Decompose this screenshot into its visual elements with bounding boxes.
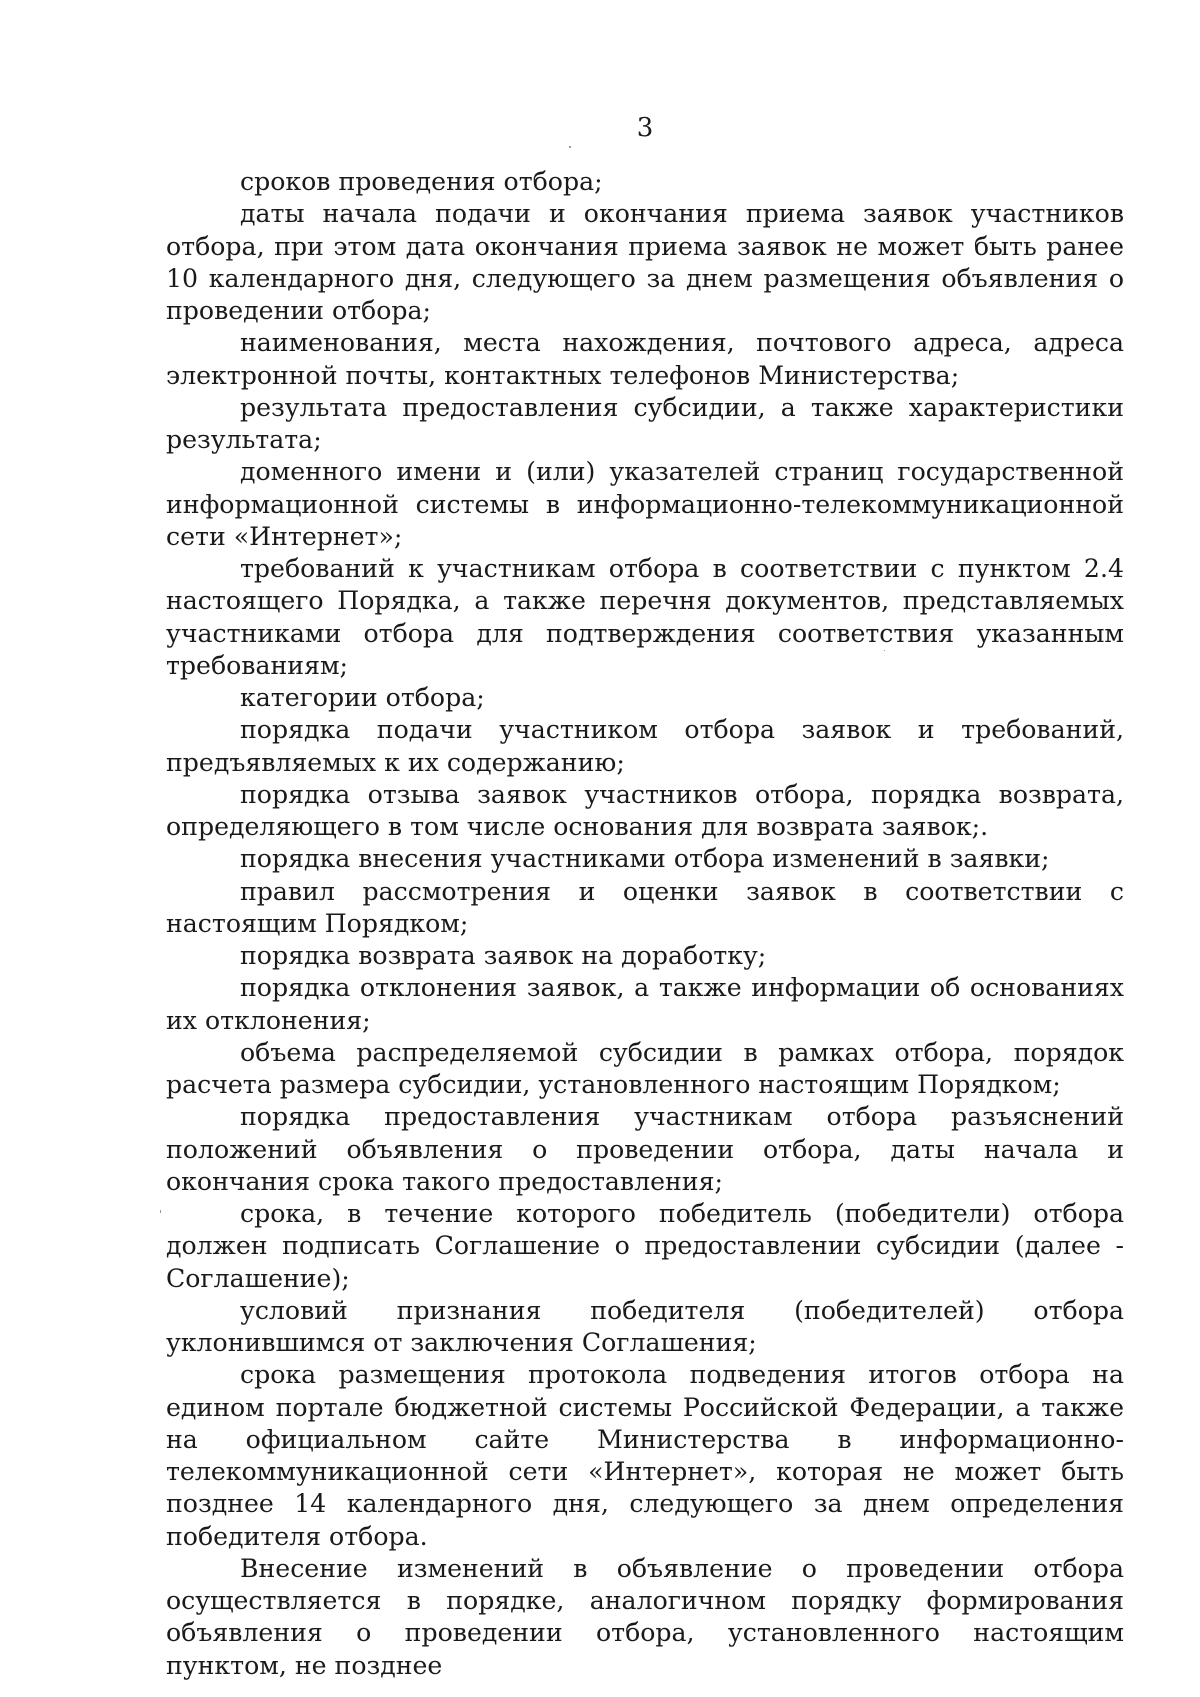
paragraph: порядка возврата заявок на доработку; [240, 941, 767, 970]
paragraph: порядка подачи участником отбора заявок и требований, предъявляемых к их содержанию; [166, 715, 1124, 777]
paragraph: даты начала подачи и окончания приема заявок участников отбора, при этом дата окончания приема заявок не может быть ранее 10 календарного дня, следующего за днем размещения объявления о проведении отбора; [166, 199, 1124, 325]
paragraph: Внесение изменений в объявление о проведении отбора осуществляется в порядке, аналогичном порядку формирования объявления о проведении отбора, установленного настоящим пунктом, не позднее [166, 1553, 1124, 1680]
paragraph: объема распределяемой субсидии в рамках отбора, порядок расчета размера субсидии, установленного настоящим Порядком; [166, 1037, 1124, 1099]
paragraph: порядка внесения участниками отбора изменений в заявки; [240, 844, 1050, 874]
paragraph: срока размещения протокола подведения итогов отбора на едином портале бюджетной системы Российской Федерации, а также на официальном сайте Министерства в информационно-телекоммуникационной сети «Интернет», которая не может быть позднее 14 календарного дня, следующего за днем определения победителя отбора. [166, 1360, 1124, 1551]
paragraph: результата предоставления субсидии, а также характеристики результата; [166, 392, 1124, 454]
paragraph: порядка предоставления участникам отбора разъяснений положений объявления о проведении отбора, даты начала и окончания срока такого предоставления; [166, 1102, 1124, 1196]
paragraph: доменного имени и (или) указателей страниц государственной информационной системы в информационно-телекоммуникационной сети «Интернет»; [166, 457, 1124, 551]
paragraph: наименования, места нахождения, почтового адреса, адреса электронной почты, контактных телефонов Министерства; [166, 328, 1124, 390]
paragraph: условий признания победителя (победителей) отбора уклонившимся от заключения Соглашения; [166, 1295, 1124, 1357]
paragraph: правил рассмотрения и оценки заявок в соответствии с настоящим Порядком; [166, 876, 1124, 938]
paragraph: требований к участникам отбора в соответствии с пунктом 2.4 настоящего Порядка, а также перечня документов, представляемых участниками отбора для подтверждения соответствия указанным требованиям; [166, 554, 1124, 680]
page-number: 3 [636, 113, 654, 143]
paragraph: сроков проведения отбора; [240, 167, 603, 196]
scan-speck [569, 146, 571, 148]
paragraph: категории отбора; [240, 683, 485, 712]
paragraph: порядка отзыва заявок участников отбора, порядка возврата, определяющего в том числе основания для возврата заявок;. [166, 779, 1124, 841]
paragraph: срока, в течение которого победитель (победители) отбора должен подписать Соглашение о предоставлении субсидии (далее - Соглашение); [166, 1199, 1124, 1293]
paragraph: порядка отклонения заявок, а также информации об основаниях их отклонения; [166, 973, 1124, 1035]
scan-speck [160, 1210, 161, 1213]
document-body [166, 166, 1124, 1682]
